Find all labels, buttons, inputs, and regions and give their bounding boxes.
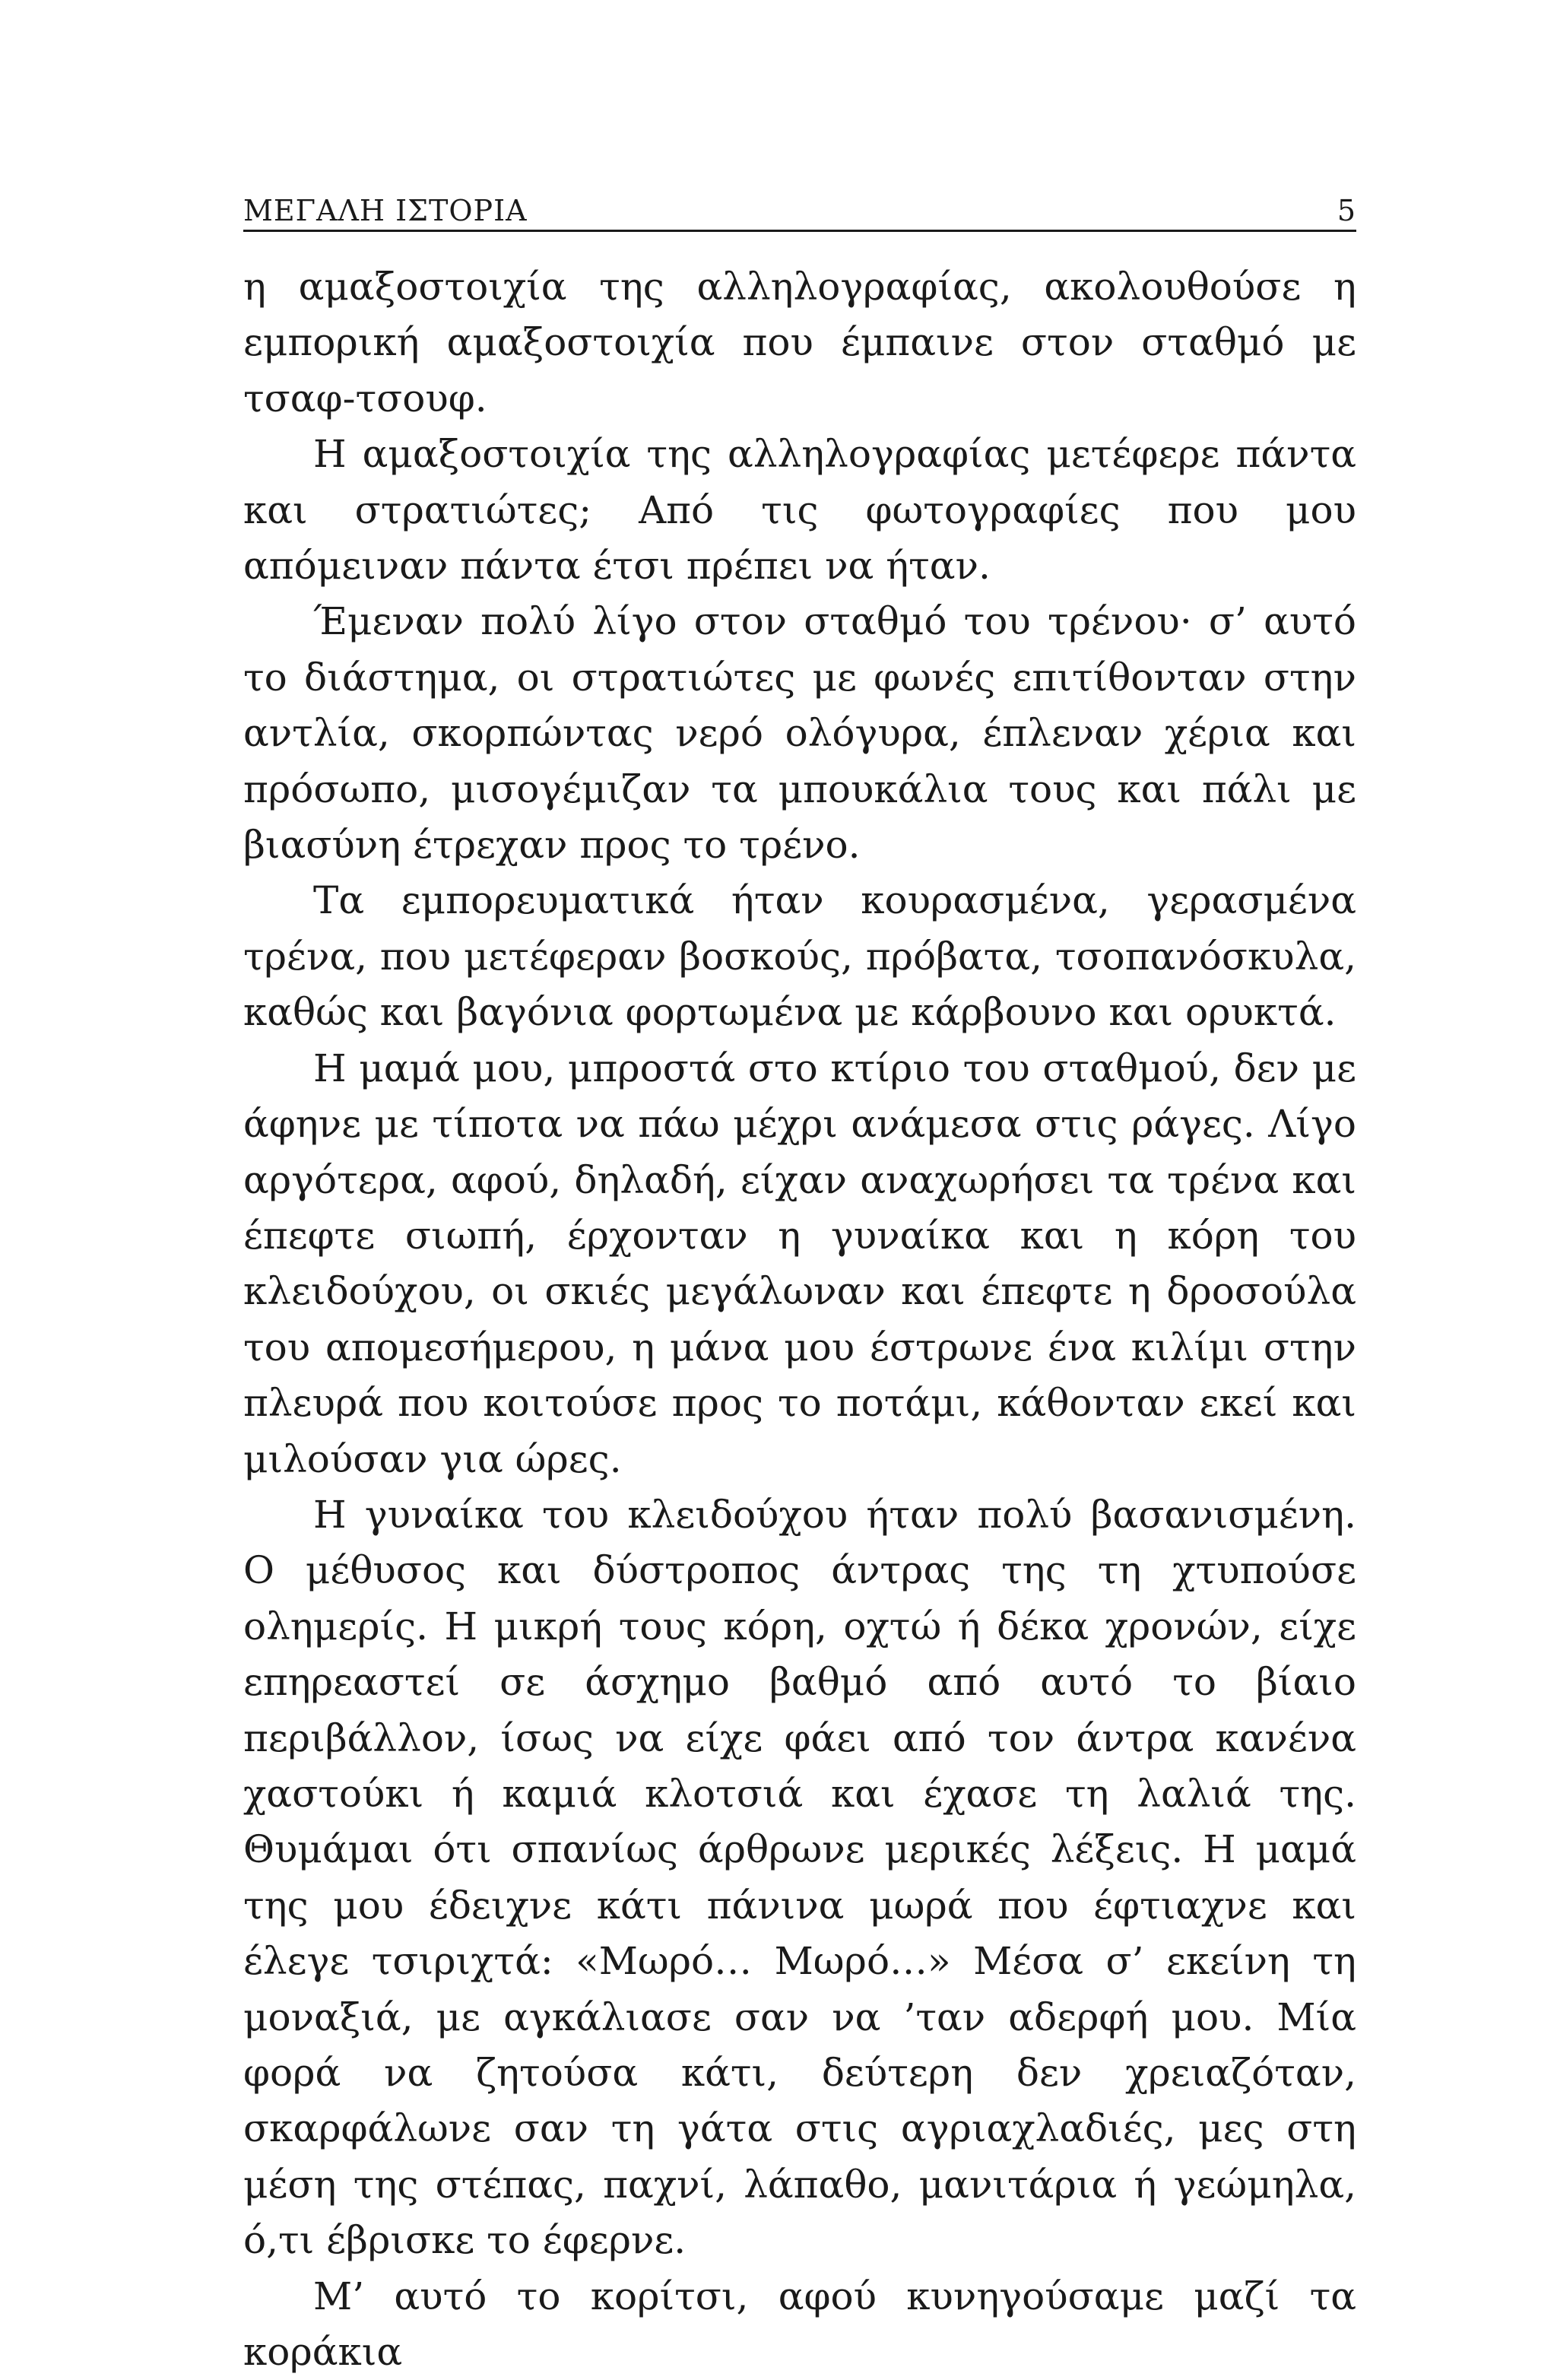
body-text (243, 259, 1356, 2380)
book-page (243, 196, 1356, 2380)
paragraph-5: Η μαμά μου, μπροστά στο κτίριο του σταθμού, δεν με άφηνε με τίποτα να πάω μέχρι ανάμεσα στις ράγες. Λίγο αργότερα, αφού, δηλαδή, είχαν αναχωρήσει τα τρένα και έπεφτε σιωπή, έρχονταν η γυναίκα και η κόρη του κλειδούχου, οι σκιές μεγάλωναν και έπεφτε η δροσούλα του απομεσήμερου, η μάνα μου έστρωνε ένα κιλίμι στην πλευρά που κοιτούσε προς το ποτάμι, κάθονταν εκεί και μιλούσαν για ώρες. (243, 1046, 1356, 1481)
page-number: 5 (1337, 194, 1356, 227)
paragraph-3: Έμεναν πολύ λίγο στον σταθμό του τρένου· σ’ αυτό το διάστημα, οι στρατιώτες με φωνές επιτίθονταν στην αντλία, σκορπώντας νερό ολόγυρα, έπλεναν χέρια και πρόσωπο, μισογέμιζαν τα μπουκάλια τους και πάλι με βιασύνη έτρεχαν προς το τρένο. (243, 599, 1356, 868)
running-title: ΜΕΓΑΛΗ ΙΣΤΟΡΙΑ (243, 194, 528, 227)
running-header (243, 196, 1356, 232)
paragraph-2: Η αμαξοστοιχία της αλληλογραφίας μετέφερε πάντα και στρατιώτες; Από τις φωτογραφίες που μου απόμειναν πάντα έτσι πρέπει να ήταν. (243, 432, 1356, 589)
paragraph-6: Η γυναίκα του κλειδούχου ήταν πολύ βασανισμένη. Ο μέθυσος και δύστροπος άντρας της τη χτυπούσε ολημερίς. Η μικρή τους κόρη, οχτώ ή δέκα χρονών, είχε επηρεαστεί σε άσχημο βαθμό από αυτό το βίαιο περιβάλλον, ίσως να είχε φάει από τον άντρα κανένα χαστούκι ή καμιά κλοτσιά και έχασε τη λαλιά της. Θυμάμαι ότι σπανίως άρθρωνε μερικές λέξεις. Η μαμά της μου έδειχνε κάτι πάνινα μωρά που έφτιαχνε και έλεγε τσιριχτά: «Μωρό… Μωρό…» Μέσα σ’ εκείνη τη μοναξιά, με αγκάλιασε σαν να ’ταν αδερφή μου. Μία φορά να ζητούσα κάτι, δεύτερη δεν χρειαζόταν, σκαρφάλωνε σαν τη γάτα στις αγριαχλαδιές, μες στη μέση της στέπας, παχνί, λάπαθο, μανιτάρια ή γεώμηλα, ό,τι έβρισκε το έφερνε. (243, 1492, 1356, 2263)
paragraph-4: Τα εμπορευματικά ήταν κουρασμένα, γερασμένα τρένα, που μετέφεραν βοσκούς, πρόβατα, τσοπανόσκυλα, καθώς και βαγόνια φορτωμένα με κάρβουνο και ορυκτά. (243, 878, 1356, 1035)
paragraph-7: Μ’ αυτό το κορίτσι, αφού κυνηγούσαμε μαζί τα κοράκια (243, 2274, 1356, 2375)
paragraph-1: η αμαξοστοιχία της αλληλογραφίας, ακολουθούσε η εμπορική αμαξοστοιχία που έμπαινε στον σταθμό με τσαφ-τσουφ. (243, 265, 1356, 420)
